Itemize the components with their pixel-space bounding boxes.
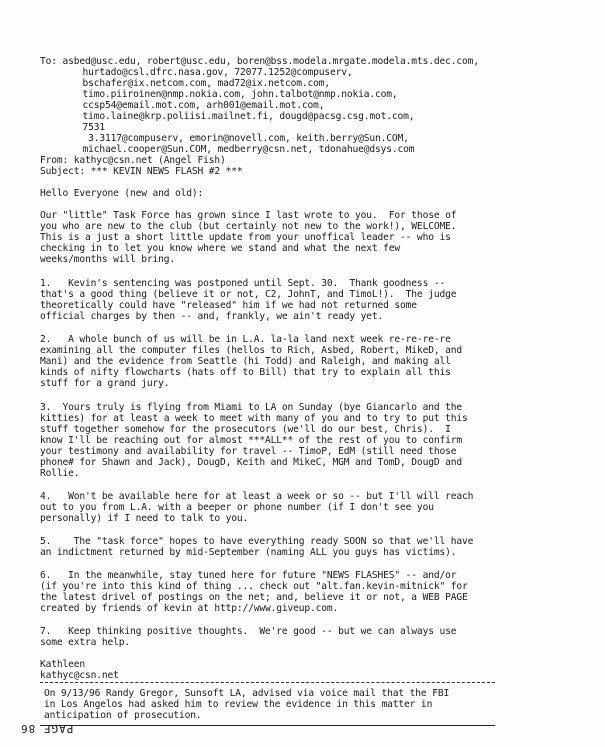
item-1-line: 1. Kevin's sentencing was postponed until Sept. 30. Thank goodness -- [40,278,446,289]
from-line: From: kathyc@csn.net (Angel Fish) [40,155,226,166]
item-3-line: know I'll be reaching out for almost ***ALL** of the rest of you to confirm [40,435,462,446]
note-line: in Los Angelos had asked him to review the evidence in this matter in [44,699,433,710]
dashed-separator [40,682,495,683]
to-line: michael.cooper@Sun.COM, medberry@csn.net, tdonahue@dsys.com [60,144,415,155]
intro-line: Our "little" Task Force has grown since I last wrote to you. For those of [40,210,457,221]
to-line: bschafer@ix.netcom.com, mad72@ix.netcom.com, [60,78,331,89]
item-3-line: Rollie. [40,468,80,479]
to-line: ccsp54@email.mot.com, arh001@email.mot.com, [60,100,325,111]
item-6-line: 6. In the meanwhile, stay tuned here for future "NEWS FLASHES" -- and/or [40,570,457,581]
item-3-line: phone# for Shawn and Jack), DougD, Keith and MikeC, MGM and TomD, DougD and [40,457,462,468]
to-line: 7531 [60,122,106,133]
item-6-line: the latest drivel of postings on the net; and, believe it or not, a WEB PAGE [40,592,468,603]
item-3-line: kitties) for at least a week to meet with many of you and to try to put this [40,413,468,424]
signature-name: Kathleen [40,659,86,670]
item-2-line: kinds of nifty flowcharts (hats off to Bill) that try to explain all this [40,367,451,378]
to-line: timo.piiroinen@nmp.nokia.com, john.talbot@nmp.nokia.com, [60,89,398,100]
intro-line: you who are new to the club (but certainly not new to the work!), WELCOME. [40,221,457,232]
item-4-line: out to you from L.A. with a beeper or phone number (if I don't see you [40,502,434,513]
subject-line: Subject: *** KEVIN NEWS FLASH #2 *** [40,166,243,177]
page-number: PAGE 86 [20,722,74,735]
note-line: anticipation of prosecution. [44,710,202,721]
intro-line: weeks/months will bring. [40,254,176,265]
note-line: On 9/13/96 Randy Gregor, Sunsoft LA, advised via voice mail that the FBI [44,688,450,699]
item-5-line: an indictment returned by mid-September (naming ALL you guys has victims). [40,547,457,558]
intro-line: checking in to let you know where we stand and what the next few [40,243,401,254]
item-4-line: personally) if I need to talk to you. [40,513,249,524]
item-4-line: 4. Won't be available here for at least a week or so -- but I'll will reach [40,491,474,502]
item-3-line: 3. Yours truly is flying from Miami to LA on Sunday (bye Giancarlo and the [40,402,462,413]
signature-email: kathyc@csn.net [40,670,119,681]
item-1-line: theoretically could have "released" him if we had not returned some [40,300,417,311]
item-1-line: that's a good thing (believe it or not, C2, JohnT, and TimoL!). The judge [40,289,457,300]
item-2-line: Mani) and the evidence from Seattle (hi Todd) and Raleigh, and making all [40,356,451,367]
item-7-line: some extra help. [40,637,131,648]
to-line: To: asbed@usc.edu, robert@usc.edu, boren@bss.modela.mrgate.modela.mts.dec.com, [40,56,479,67]
item-6-line: created by friends of kevin at http://www.giveup.com. [40,603,339,614]
greeting: Hello Everyone (new and old): [40,188,204,199]
item-2-line: examining all the computer files (hellos to Rich, Asbed, Robert, MikeD, and [40,345,462,356]
item-3-line: stuff together somehow for the prosecutors (we'll do our best, Chris). I [40,424,451,435]
item-5-line: 5. The "task force" hopes to have everything ready SOON so that we'll have [40,536,474,547]
intro-line: This is a just a short little update from your unoffical leader -- who is [40,232,451,243]
bottom-rule [40,725,495,726]
item-1-line: official charges by then -- and, frankly, we ain't ready yet. [40,311,384,322]
to-line: 3.3117@compuserv, emorin@novell.com, keith.berry@Sun.COM, [60,133,409,144]
item-2-line: 2. A whole bunch of us will be in L.A. la-la land next week re-re-re-re [40,334,451,345]
to-line: timo.laine@krp.poliisi.mailnet.fi, dougd@pacsg.csg.mot.com, [60,111,415,122]
item-3-line: your testimony and availability for travel -- TimoP, EdM (still need those [40,446,457,457]
item-6-line: (if you're into this kind of thing ... check out "alt.fan.kevin-mitnick" for [40,581,468,592]
to-line: hurtado@csl.dfrc.nasa.gov, 72077.1252@compuserv, [60,67,353,78]
item-7-line: 7. Keep thinking positive thoughts. We're good -- but we can always use [40,626,457,637]
item-2-line: stuff for a grand jury. [40,378,170,389]
